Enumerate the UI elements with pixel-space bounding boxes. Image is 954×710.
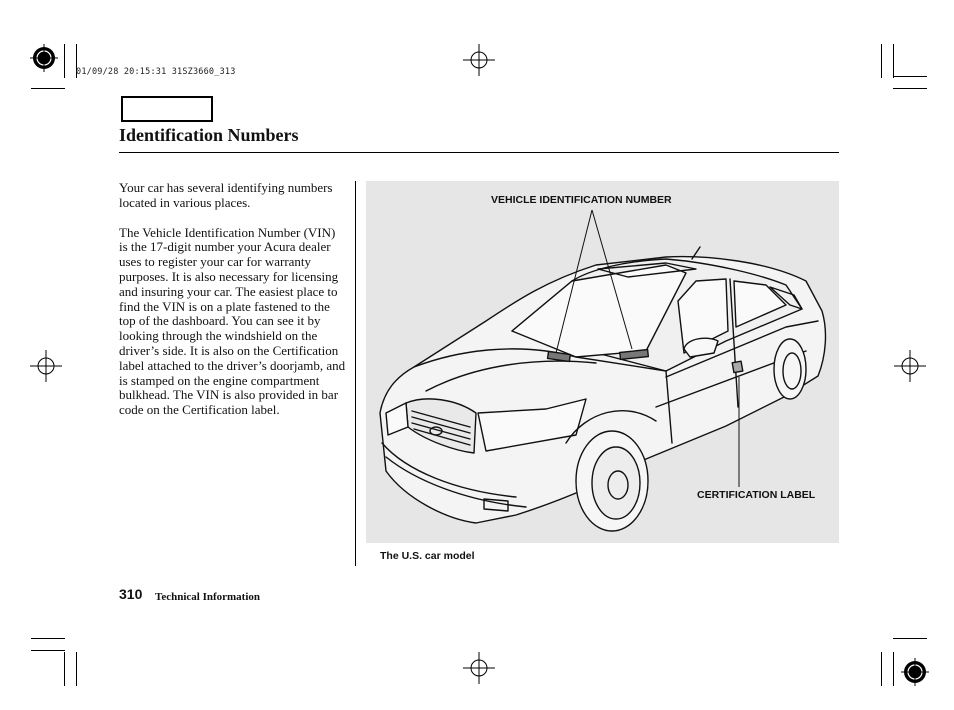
title-divider bbox=[119, 152, 839, 153]
crosshair-icon bbox=[30, 350, 62, 382]
crop-mark bbox=[893, 652, 894, 686]
page-title: Identification Numbers bbox=[119, 125, 299, 145]
crop-mark bbox=[893, 76, 927, 77]
page-number: 310 bbox=[119, 586, 143, 602]
crosshair-icon bbox=[463, 652, 495, 684]
crop-mark bbox=[64, 44, 65, 78]
crop-mark bbox=[893, 638, 927, 639]
crop-mark bbox=[881, 652, 882, 686]
crosshair-icon bbox=[463, 44, 495, 76]
column-divider bbox=[355, 181, 356, 566]
crop-mark bbox=[76, 652, 77, 686]
crop-mark bbox=[893, 44, 894, 78]
registration-target-icon bbox=[28, 42, 60, 74]
figure-caption: The U.S. car model bbox=[380, 550, 475, 562]
crop-mark bbox=[64, 652, 65, 686]
crop-mark bbox=[31, 650, 65, 651]
crosshair-icon bbox=[894, 350, 926, 382]
crop-mark bbox=[31, 638, 65, 639]
registration-target-icon bbox=[899, 656, 931, 688]
section-tab-box bbox=[121, 96, 213, 122]
paragraph-intro: Your car has several identifying numbers located in various places. bbox=[119, 180, 333, 210]
crop-mark bbox=[881, 44, 882, 78]
paragraph-vin: The Vehicle Identification Number (VIN) is the 17-digit number your Acura dealer uses to register your car for warranty purposes. It is also necessary for licensing and insuring your car. The easiest place to find the VIN is on a plate fastened to the top of the dashboard. You can see it by looking through the windshield on the driver’s side. It is also on the Certification label attached to the driver’s doorjamb, and is stamped on the engine compartment bulkhead. The VIN is also provided in bar code on the Certification label. bbox=[119, 224, 346, 418]
crop-mark bbox=[893, 88, 927, 89]
crop-mark bbox=[31, 88, 65, 89]
callout-certification-label: CERTIFICATION LABEL bbox=[697, 489, 816, 501]
callout-vin: VEHICLE IDENTIFICATION NUMBER bbox=[491, 194, 672, 206]
section-name: Technical Information bbox=[155, 591, 261, 603]
print-stamp: 01/09/28 20:15:31 31SZ3660_313 bbox=[76, 67, 236, 77]
body-text bbox=[119, 181, 347, 433]
car-illustration bbox=[366, 181, 839, 543]
